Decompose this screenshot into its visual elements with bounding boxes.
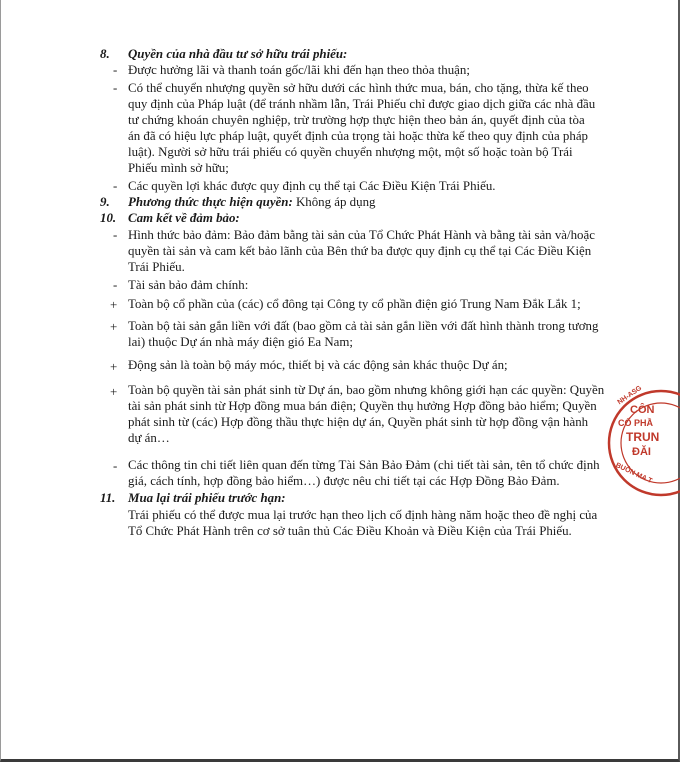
bullet-text: quyền tài sản và cam kết bảo lãnh của Bên thứ ba được quy định cụ thể tại Các Điều Kiện [128, 244, 592, 258]
seal-line: ĐĂI [632, 446, 651, 458]
plus-marker: + [110, 360, 118, 374]
bullet-text: Có thể chuyển nhượng quyền sở hữu dưới các hình thức mua, bán, cho tặng, thừa kế theo [128, 81, 589, 95]
bullet-text: phát sinh từ (các) Hợp đồng thầu thực hiện dự án, Quyền phát sinh từ hợp đồng vận hành [128, 415, 589, 429]
seal-line: TRUN [626, 430, 660, 444]
bullet-text: Động sản là toàn bộ máy móc, thiết bị và các động sản khác thuộc Dự án; [128, 358, 508, 372]
seal-line: CỔ PHẦ [618, 418, 654, 428]
section-9-number: 9. [100, 195, 110, 209]
plus-marker: + [110, 298, 118, 312]
section-10-heading: Cam kết về đảm bảo: [128, 211, 240, 225]
bullet-text: Các quyền lợi khác được quy định cụ thể tại Các Điều Kiện Trái Phiếu. [128, 179, 496, 193]
section-9-heading: Phương thức thực hiện quyền: [128, 195, 293, 209]
bullet-text: Các thông tin chi tiết liên quan đến từng Tài Sản Bảo Đảm (chi tiết tài sản, tên tổ chức định [128, 458, 600, 472]
bullet-text: tài sản phát sinh từ Hợp đồng mua bán điện; Quyền thụ hưởng Hợp đồng bảo hiểm; Quyền [128, 399, 597, 413]
bullet-marker: - [113, 63, 118, 77]
seal-bottom-text: BUÔN MA T [614, 462, 654, 485]
bullet-text: tư chứng khoán chuyên nghiệp, trừ trường hợp thực hiện theo bản án, quyết định của tòa [128, 113, 585, 127]
bullet-text: giá, cách tính, hợp đồng bảo hiểm…) được nêu chi tiết tại các Hợp Đồng Bảo Đảm. [128, 474, 560, 488]
bullet-text: dự án… [128, 431, 170, 445]
bullet-marker: - [113, 459, 118, 473]
section-9-heading-line [128, 194, 375, 210]
company-seal [606, 384, 680, 498]
bullet-text: Hình thức bảo đảm: Bảo đảm bằng tài sản của Tổ Chức Phát Hành và bằng tài sản và/hoặc [128, 228, 595, 242]
bullet-text: án đã có hiệu lực pháp luật, quyết định của trọng tài hoặc thừa kế theo quy định của pháp [128, 129, 588, 143]
bullet-marker: - [113, 278, 118, 292]
bullet-text: Toàn bộ cổ phần của (các) cổ đông tại Công ty cổ phần điện gió Trung Nam Đắk Lắk 1; [128, 297, 581, 311]
bullet-text: Trái Phiếu. [128, 260, 185, 274]
bullet-marker: - [113, 228, 118, 242]
bullet-text: Được hưởng lãi và thanh toán gốc/lãi khi đến hạn theo thỏa thuận; [128, 63, 470, 77]
section-8-heading: Quyền của nhà đầu tư sở hữu trái phiếu: [128, 47, 348, 61]
section-10-number: 10. [100, 211, 117, 225]
bullet-text: quy định của Pháp luật (để tránh nhầm lẫn, Trái Phiếu chỉ được giao dịch giữa các nhà đầu [128, 97, 596, 111]
bullet-text: lai) thuộc Dự án nhà máy điện gió Ea Nam; [128, 335, 353, 349]
bullet-text: Tài sản bảo đảm chính: [128, 278, 249, 292]
bullet-text: Toàn bộ tài sản gắn liền với đất (bao gồm cả tài sản gắn liền với đất hình thành trong tương [128, 319, 599, 333]
bullet-text: Phiếu mình sở hữu; [128, 161, 229, 175]
plus-marker: + [110, 320, 118, 334]
paragraph-text: Trái phiếu có thể được mua lại trước hạn theo lịch cố định hàng năm hoặc theo đề nghị của [128, 508, 598, 522]
bullet-text: luật). Người sở hữu trái phiếu có quyền chuyển nhượng một, một số hoặc toàn bộ Trái [128, 145, 573, 159]
section-8-number: 8. [100, 47, 110, 61]
paragraph-text: Tổ Chức Phát Hành trên cơ sở tuân thủ Các Điều Khoản và Điều Kiện của Trái Phiếu. [128, 524, 572, 538]
section-11-heading: Mua lại trái phiếu trước hạn: [128, 491, 286, 505]
plus-marker: + [110, 385, 118, 399]
seal-line: CÔN [630, 404, 655, 416]
bullet-marker: - [113, 179, 118, 193]
seal-arc-text: NH-ASG [616, 384, 644, 407]
section-11-number: 11. [100, 491, 116, 505]
bullet-text: Toàn bộ quyền tài sản phát sinh từ Dự án, bao gồm nhưng không giới hạn các quyền: Quyền [128, 383, 605, 397]
bullet-marker: - [113, 81, 118, 95]
section-9-value: Không áp dụng [295, 195, 376, 209]
